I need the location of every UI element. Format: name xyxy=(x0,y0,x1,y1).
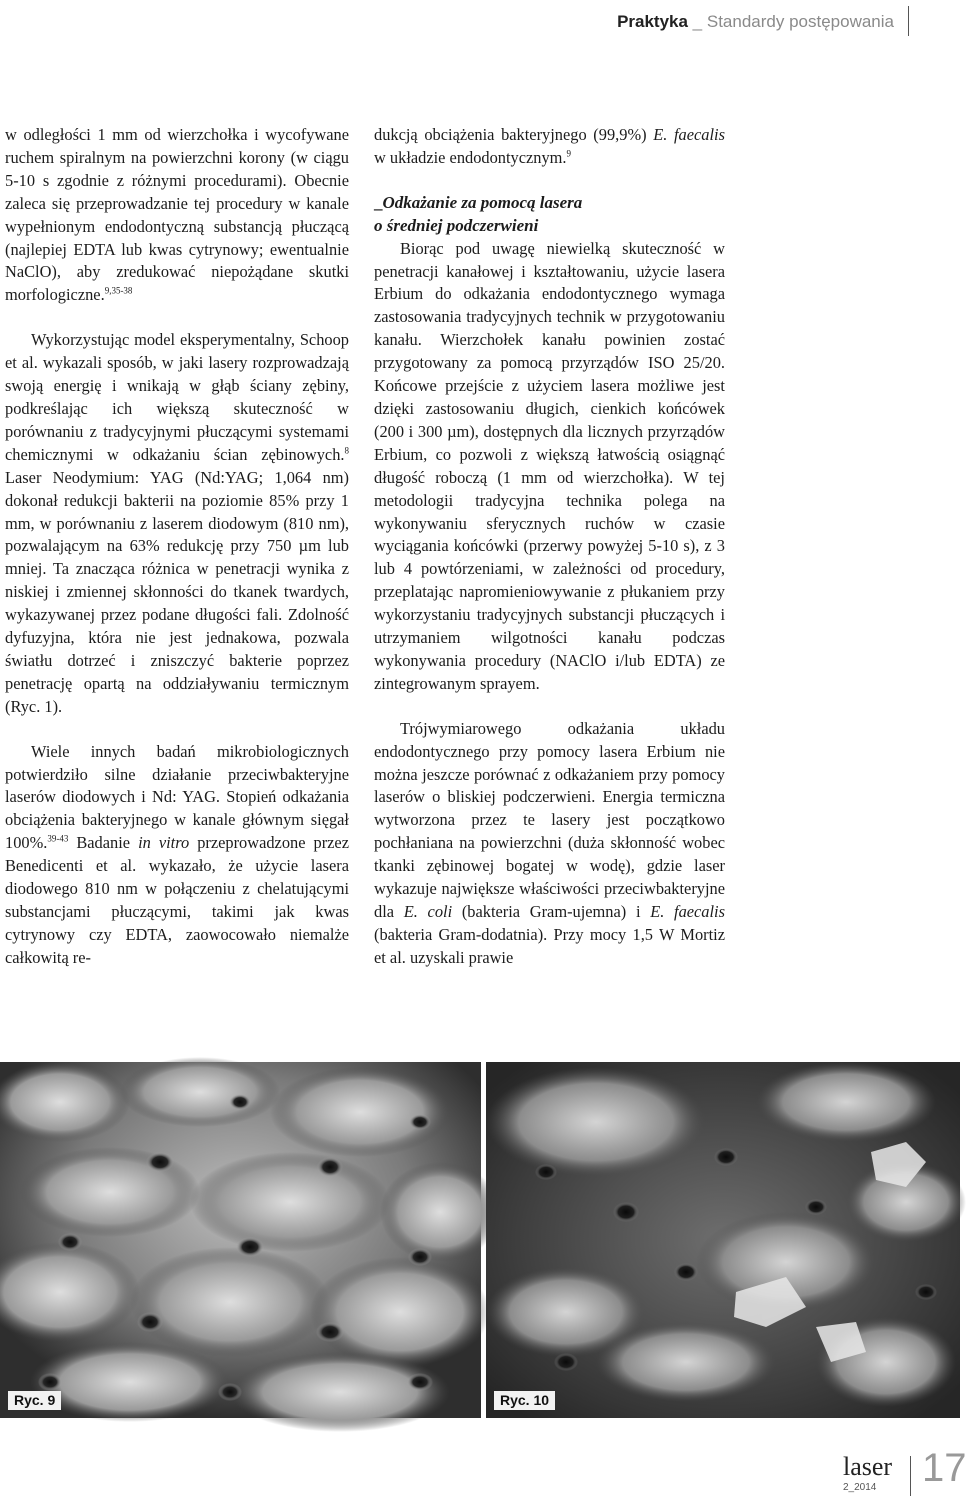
left-p3-text-a: Wiele innych badań mikrobiologicznych potwierdziło silne działanie przeciwbakteryjne laserów diodowych i Nd: YAG. Stopień odkażania obciążenia bakteryjnego w kanale głównym sięgał 100%. xyxy=(5,741,349,853)
right-p3-italic-2: E. faecalis xyxy=(650,902,725,921)
left-p1-reference: 9,35-38 xyxy=(104,285,133,296)
left-p2-text-b: Laser Neodymium: YAG (Nd:YAG; 1,064 nm) dokonał redukcji bakterii na poziomie 85% przy 1 mm, w porównaniu z laserem diodowym (810 nm), pozwalającym na 63% redukcję przy 750 µm lub mniej. Ta znacząca różnica w penetracji wynika z niskiej i zmiennej skłonności do tkanek twardych, wykazywanej przez podane długości fali. Zdolność dyfuzyjna, która nie jest jednakowa, pozwala światłu dotrzeć i zniszczyć bakterie poprzez penetrację opartą na oddziaływaniu termicznym (Ryc. 1). xyxy=(5,467,349,716)
heading-line-1: Odkażanie za pomocą lasera xyxy=(382,192,583,212)
page-number: 17 xyxy=(922,1446,967,1490)
right-paragraph-3 xyxy=(374,718,725,970)
header-subsection: Standardy postępowania xyxy=(706,12,894,31)
figure-10-label: Ryc. 10 xyxy=(494,1391,555,1410)
right-p3-text-c: (bakteria Gram-dodatnia). Przy mocy 1,5 W Mortiz et al. uzyskali prawie xyxy=(374,924,725,967)
right-p1-text-b: w układzie endodontycznym. xyxy=(374,147,567,167)
right-p3-text-a: Trójwymiarowego odkażania układu endodontycznego przy pomocy lasera Erbium nie można jeszcze porównać z odkażaniem przy pomocy laserów o bliskiej podczerwieni. Energia termiczna wytworzona przez te lasery jest początkowo pochłaniana na powierzchni (duża skłonność wobec tkanki zębinowej bogatej w wodę), gdzie laser wykazuje największe właściwości przeciwbakteryjne dla xyxy=(374,718,725,921)
right-p1-reference: 9 xyxy=(566,148,572,159)
left-column xyxy=(5,124,349,970)
figure-9-label: Ryc. 9 xyxy=(8,1391,61,1410)
left-p1-text: w odległości 1 mm od wierzchołka i wycofywane ruchem spiralnym na powierzchni korony (w ciągu 5-10 s zgodnie z różnymi procedurami). Obecnie zaleca się przeprowadzanie tej procedury w kanale wypełnionym endodontyczną substancją płuczącą (najlepiej EDTA lub kwas cytrynowy; ewentualnie NaClO), aby zredukować niepożądane skutki morfologiczne. xyxy=(5,125,349,305)
left-paragraph-1 xyxy=(5,124,349,307)
left-paragraph-3 xyxy=(5,741,349,970)
left-p3-text-c: przeprowadzone przez Benedicenti et al. wykazało, że użycie lasera diodowego 810 nm w połączeniu z chelatującymi substancjami płuczącymi, takimi jak kwas cytrynowy czy EDTA, zaowocowało niemalże całkowitą re- xyxy=(5,833,349,967)
footer-divider xyxy=(910,1456,911,1496)
figure-10-image xyxy=(486,1062,960,1418)
left-p3-italic: in vitro xyxy=(138,833,190,853)
right-column xyxy=(374,124,725,970)
heading-line-2: o średniej podczerwieni xyxy=(374,215,539,235)
figure-9-micrograph xyxy=(0,1062,481,1418)
header-section: Praktyka xyxy=(617,12,688,31)
issue-number: 2_2014 xyxy=(843,1482,877,1493)
section-heading xyxy=(374,192,725,238)
right-p1-text-a: dukcją obciążenia bakteryjnego (99,9%) xyxy=(374,125,654,144)
figure-9-image xyxy=(0,1062,481,1418)
left-paragraph-2 xyxy=(5,329,349,718)
right-paragraph-1 xyxy=(374,124,725,170)
header-divider xyxy=(908,6,909,36)
figure-10-micrograph xyxy=(486,1062,960,1418)
right-paragraph-2: Biorąc pod uwagę niewielką skuteczność w penetracji kanałowej i kształtowaniu, użycie lasera Erbium do odkażania endodontycznego wymaga zastosowania tradycyjnych technik w przygotowaniu kanału. Wierzchołek kanału powinien zostać przygotowany za pomocą przyrządów ISO 25/20. Końcowe przejście z użyciem lasera możliwe jest dzięki zastosowaniu długich, cienkich końcówek (200 i 300 µm), dostępnych dla licznych przyrządów Erbium, co pozwoli z większą łatwością osiągnąć długość roboczą (1 mm od wierzchołka). W tej metodologii tradycyjna technika polega na wykonywaniu sferycznych ruchów w czasie wyciągania końcówki (przerwy powyżej 5-10 s), z 3 lub 4 powtórzeniami, w zależności od procedury, przeplatając napromieniowywanie z płukaniem przy wykorzystaniu tradycyjnych substancji płuczących i utrzymaniem wilgotności kanału podczas wykonywania procedury (NAClO i/lub EDTA) ze zintegrowanym sprayem. xyxy=(374,238,725,693)
right-p3-text-b: (bakteria Gram-ujemna) i xyxy=(452,902,651,921)
left-p3-reference: 39-43 xyxy=(47,833,69,844)
right-p3-italic-1: E. coli xyxy=(403,902,453,921)
header-separator: _ xyxy=(687,12,707,31)
left-p2-reference: 8 xyxy=(344,445,349,456)
left-p3-text-b: Badanie xyxy=(68,833,139,853)
left-p2-text-a: Wykorzystując model eksperymentalny, Schoop et al. wykazali sposób, w jaki lasery rozprowadzają swoją energię i wnikają w głąb ściany zębiny, podkreślając ich większą skuteczność w porównaniu z tradycyjnymi płuczącymi systemami chemicznymi w odkażaniu ścian zębinowych. xyxy=(5,330,349,464)
magazine-name: laser xyxy=(843,1452,893,1481)
running-header xyxy=(617,12,894,32)
right-p1-italic: E. faecalis xyxy=(653,125,725,144)
heading-dash: _ xyxy=(374,192,383,212)
